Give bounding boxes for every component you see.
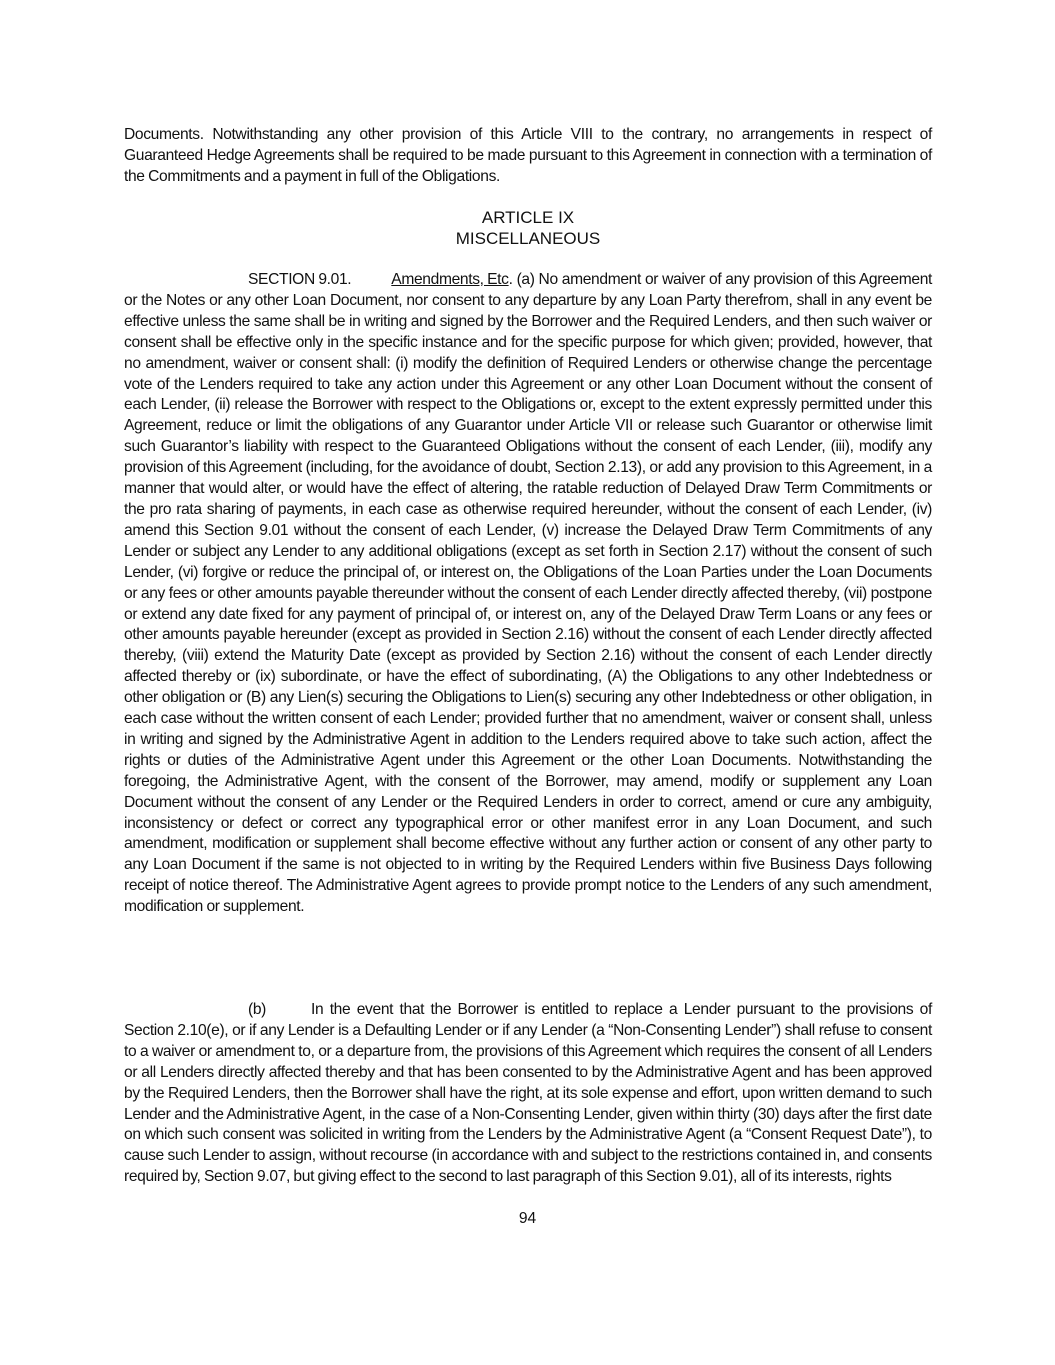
subsection-b-body: In the event that the Borrower is entitled to replace a Lender pursuant to the provisions of Section 2.10(e), or if any Lender is a Defaulting Lender or if any Lender (a “Non-Consenting Lender”) shall refuse to consent to a waiver or amendment to, or a departure from, the provisions of this Agreement which requires the consent of all Lenders or all Lenders directly affected thereby and that has been consented to by the Administrative Agent and has been approved by the Required Lenders, then the Borrower shall have the right, at its sole expense and effort, upon written demand to such Lender and the Administrative Agent, in the case of a Non-Consenting Lender, given within thirty (30) days after the first date on which such consent was solicited in writing from the Lenders by the Administrative Agent (a “Consent Request Date”), to cause such Lender to assign, without recourse (in accordance with and subject to the restrictions contained in, and consents required by, Section 9.07, but giving effect to the second to last paragraph of this Section 9.01), all of its interests, rights [124, 1001, 932, 1186]
article-heading: ARTICLE IX [481, 208, 575, 227]
section-9-01-body: . (a) No amendment or waiver of any provision of this Agreement or the Notes or any other Loan Document, nor consent to any departure by any Loan Party therefrom, shall in any event be effective unless the same shall be in writing and signed by the Borrower and the Required Lenders, and then such waiver or consent shall be effective only in the specific instance and for the specific purpose for which given; provided, however, that no amendment, waiver or consent shall: (i) modify the definition of Required Lenders or otherwise change the percentage vote of the Lenders required to take any action under this Agreement or any other Loan Document without the consent of each Lender, (ii) release the Borrower with respect to the Obligations or, except to the extent expressly permitted under this Agreement, reduce or limit the obligations of any Guarantor under Article VII or release such Guarantor or otherwise limit such Guarantor’s liability with respect to the Guaranteed Obligations without the consent of each Lender, (iii), modify any provision of this Agreement (including, for the avoidance of doubt, Section 2.13), or add any provision to this Agreement, in a manner that would alter, or would have the effect of altering, the ratable reduction of Delayed Draw Term Commitments or the pro rata sharing of payments, in each case as otherwise required hereunder, without the consent of each Lender, (iv) amend this Section 9.01 without the consent of each Lender, (v) increase the Delayed Draw Term Commitments of any Lender or subject any Lender to any additional obligations (except as set forth in Section 2.17) without the consent of such Lender, (vi) forgive or reduce the principal of, or interest on, the Obligations of the Loan Parties under the Loan Documents or any fees or other amounts payable thereunder without the consent of each Lender directly affected thereby, (vii) postpone or extend any date fixed for any payment of principal of, or interest on, any of the Delayed Draw Term Loans or any fees or other amounts payable hereunder (except as provided in Section 2.16) without the consent of each Lender directly affected thereby, (viii) extend the Maturity Date (except as provided by Section 2.16) without the consent of each Lender directly affected thereby or (ix) subordinate, or have the effect of subordinating, (A) the Obligations to any other Indebtedness or other obligation or (B) any Lien(s) securing the Obligations to Lien(s) securing any other Indebtedness or other obligation, in each case without the written consent of each Lender; provided further that no amendment, waiver or consent shall, unless in writing and signed by the Administrative Agent in addition to the Lenders required above to take such action, affect the rights or duties of the Administrative Agent under this Agreement or the other Loan Documents. Notwithstanding the foregoing, the Administrative Agent, with the consent of the Borrower, may amend, modify or supplement any Loan Document without the consent of any Lender or the Required Lenders in order to correct, amend or cure any ambiguity, inconsistency or defect or correct any typographical error or other manifest error in any Loan Document, and such amendment, modification or supplement shall become effective without any further action or consent of any other party to any Loan Document if the same is not objected to in writing by the Required Lenders within five Business Days following receipt of notice thereof. The Administrative Agent agrees to provide prompt notice to the Lenders of any such amendment, modification or supplement. [124, 271, 932, 916]
section-title: Amendments, Etc [391, 271, 509, 288]
subsection-b-paragraph [124, 1000, 932, 1188]
paragraph-continuation: Documents. Notwithstanding any other provision of this Article VIII to the contrary, no arrangements in respect of Guaranteed Hedge Agreements shall be required to be made pursuant to this Agreement in connection with a termination of the Commitments and a payment in full of the Obligations. [124, 126, 932, 185]
subsection-b-label: (b) [248, 1001, 267, 1018]
article-title: MISCELLANEOUS [455, 229, 601, 248]
section-9-01-paragraph [124, 270, 932, 918]
page-number: 94 [518, 1210, 537, 1227]
section-number: SECTION 9.01. [248, 271, 352, 288]
